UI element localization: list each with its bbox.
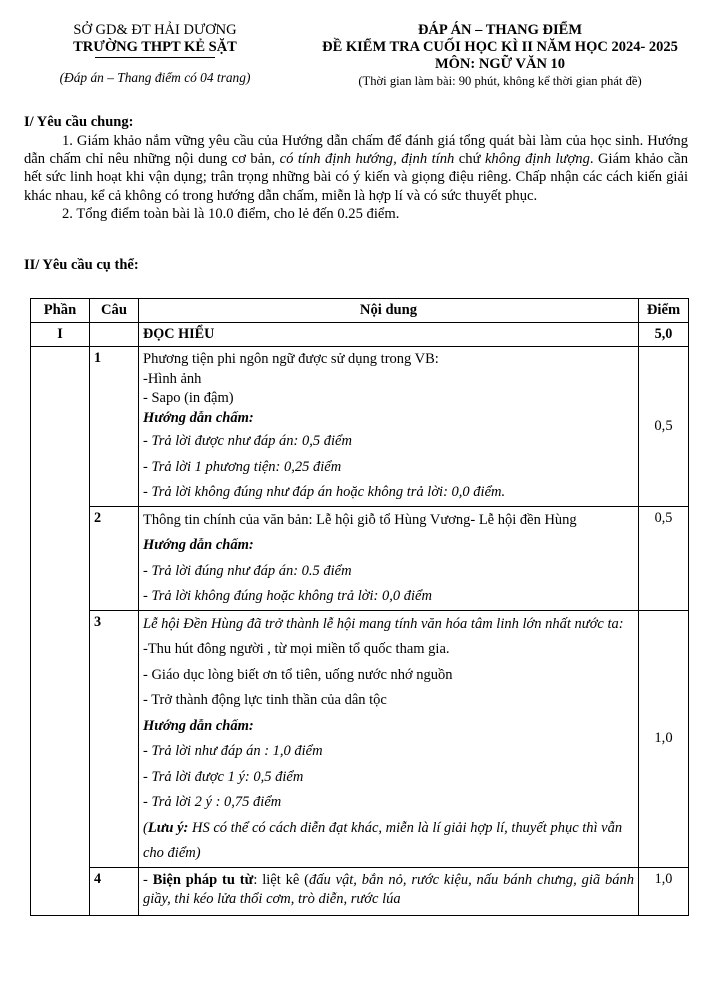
grading-rule: - Trả lời 2 ý : 0,75 điểm (143, 794, 282, 810)
general-requirements (24, 132, 688, 223)
school-name: TRƯỜNG THPT KẺ SẶT (73, 39, 237, 55)
subject-title: MÔN: NGỮ VĂN 10 (434, 56, 566, 72)
p1-italic-d: không định lượng (484, 151, 590, 168)
department-name: SỞ GD& ĐT HẢI DƯƠNG (73, 22, 237, 38)
note-open-paren: ( (143, 819, 148, 836)
q4-items: đấu vật, bắn nỏ, rước kiệu, nấu bánh chưng, giã bánh giầy, thi kéo lửa thổi cơm, trò diễn, rước lúa (143, 871, 634, 907)
note-text: HS có thể có cách diễn đạt khác, miễn là lí giải hợp lí, thuyết phục thì vẫn cho điểm) (143, 819, 623, 861)
section-score: 5,0 (639, 323, 689, 347)
document-title: ĐÁP ÁN – THANG ĐIỂM (417, 22, 583, 38)
grading-table (30, 298, 689, 916)
q4-label: Biện pháp tu từ (152, 871, 254, 888)
content-line: Thông tin chính của văn bản: Lễ hội giỗ tổ Hùng Vương- Lễ hội đền Hùng (143, 511, 577, 528)
grading-rule: - Trả lời 1 phương tiện: 0,25 điểm (143, 458, 342, 475)
p1-text-c: chứ (454, 151, 485, 168)
note-label: Lưu ý: (147, 819, 189, 836)
question-content (139, 347, 639, 507)
q4-text: : liệt kê ( (253, 871, 309, 888)
grading-rule: - Trả lời như đáp án : 1,0 điểm (143, 743, 323, 759)
header-right (290, 22, 710, 89)
question-score: 0,5 (639, 347, 689, 507)
school-underline (95, 57, 215, 58)
general-requirements-heading: I/ Yêu cầu chung: (24, 114, 134, 130)
grading-guide-label: Hướng dẫn chấm: (143, 409, 254, 426)
pages-note: (Đáp án – Thang điểm có 04 trang) (59, 70, 251, 85)
section-title: ĐỌC HIỂU (139, 323, 639, 347)
question-number: 1 (90, 347, 139, 507)
question-score: 1,0 (639, 867, 689, 915)
content-line: Phương tiện phi ngôn ngữ được sử dụng trong VB: (143, 351, 439, 367)
header-content: Nội dung (139, 299, 639, 323)
content-line: -Thu hút đông người , từ mọi miền tổ quốc tham gia. (143, 641, 450, 657)
table-row (31, 506, 689, 610)
header-question: Câu (90, 299, 139, 323)
time-note: (Thời gian làm bài: 90 phút, không kể thời gian phát đề) (358, 74, 642, 88)
question-number: 3 (90, 610, 139, 867)
content-line: Lễ hội Đền Hùng đã trở thành lễ hội mang tính văn hóa tâm linh lớn nhất nước ta: (143, 615, 624, 632)
grading-guide-label: Hướng dẫn chấm: (143, 717, 254, 734)
content-line: - Sapo (in đậm) (143, 390, 234, 406)
header-left (30, 22, 280, 86)
p1-italic-b: có tính định hướng, định tính (279, 151, 455, 168)
table-row (31, 347, 689, 507)
header-score: Điểm (639, 299, 689, 323)
grading-rule: - Trả lời được 1 ý: 0,5 điểm (143, 768, 304, 785)
q4-dash: - (143, 871, 153, 888)
section-question-empty (90, 323, 139, 347)
grading-rule: - Trả lời đúng như đáp án: 0.5 điểm (143, 562, 352, 579)
grading-rule: - Trả lời không đúng hoặc không trả lời: 0,0 điểm (143, 588, 432, 604)
p1-text-a: 1. Giám khảo nắm vững yêu cầu của Hướng dẫn chấm để đánh giá tổng quát bài làm của học sinh. Hướng dẫn chấm chỉ nêu những nội dung cơ bản, (24, 133, 688, 168)
specific-requirements-heading: II/ Yêu cầu cụ thể: (24, 257, 139, 273)
question-score: 1,0 (639, 610, 689, 867)
grading-rule: - Trả lời không đúng như đáp án hoặc không trả lời: 0,0 điểm. (143, 484, 506, 500)
exam-title: ĐỀ KIỂM TRA CUỐI HỌC KÌ II NĂM HỌC 2024- 2025 (322, 39, 678, 55)
table-row (31, 610, 689, 867)
general-paragraph-1 (24, 132, 688, 205)
question-content (139, 506, 639, 610)
question-score: 0,5 (639, 506, 689, 610)
question-content (139, 867, 639, 915)
header-part: Phần (31, 299, 90, 323)
question-content (139, 610, 639, 867)
grading-rule: - Trả lời được như đáp án: 0,5 điểm (143, 433, 352, 449)
table-row (31, 867, 689, 915)
part-cell-empty (31, 347, 90, 916)
content-line: -Hình ảnh (143, 370, 202, 387)
section-row (31, 323, 689, 347)
general-paragraph-2: 2. Tổng điểm toàn bài là 10.0 điểm, cho lẻ đến 0.25 điểm. (62, 205, 400, 222)
table-header-row (31, 299, 689, 323)
content-line: - Trở thành động lực tinh thần của dân tộc (143, 692, 387, 708)
grading-guide-label: Hướng dẫn chấm: (143, 537, 254, 553)
p1-text-e: . Giám khảo cần hết sức linh hoạt khi vận dụng; trân trọng những bài có ý kiến và giọng điệu riêng. Chấp nhận các cách kiến giải khác nhau, kể cả không có trong hướng dẫn chấm, miễn là hợp lí và có sức thuyết phục. (24, 151, 688, 204)
content-line: - Giáo dục lòng biết ơn tổ tiên, uống nước nhớ nguồn (143, 666, 453, 683)
question-number: 4 (90, 867, 139, 915)
question-number: 2 (90, 506, 139, 610)
section-part: I (31, 323, 90, 347)
grading-note (143, 816, 634, 867)
